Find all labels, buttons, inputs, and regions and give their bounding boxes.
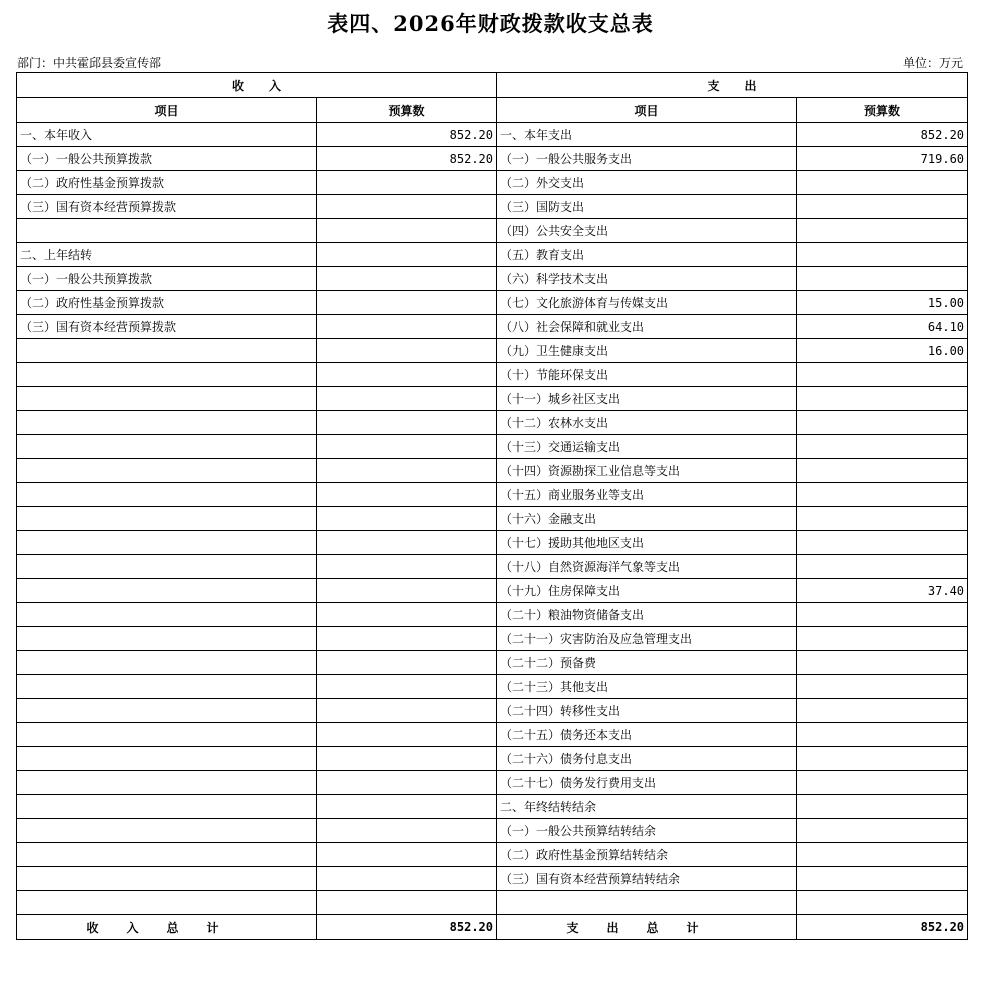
income-item-cell: （二）政府性基金预算拨款: [17, 291, 317, 315]
income-item-cell: [17, 387, 317, 411]
table-row: [17, 363, 968, 387]
expense-budget-cell: [797, 195, 968, 219]
income-item-cell: [17, 603, 317, 627]
income-budget-cell: [317, 195, 497, 219]
table-row: [17, 627, 968, 651]
income-item-cell: [17, 507, 317, 531]
expense-budget-cell: [797, 243, 968, 267]
table-row: [17, 891, 968, 915]
table-row: [17, 459, 968, 483]
expense-item-cell: （二十）粮油物资储备支出: [497, 603, 797, 627]
expense-budget-cell: [797, 843, 968, 867]
total-row: [17, 915, 968, 940]
table-row: [17, 675, 968, 699]
expense-budget-cell: [797, 363, 968, 387]
expense-item-cell: （二十七）债务发行费用支出: [497, 771, 797, 795]
expense-budget-cell: 15.00: [797, 291, 968, 315]
table-row: [17, 267, 968, 291]
income-budget-cell: [317, 531, 497, 555]
expense-budget-cell: [797, 891, 968, 915]
income-item-cell: [17, 747, 317, 771]
expense-budget-cell: [797, 627, 968, 651]
income-budget-cell: [317, 891, 497, 915]
income-budget-header: 预算数: [317, 98, 497, 123]
expense-item-cell: （十）节能环保支出: [497, 363, 797, 387]
income-budget-cell: [317, 363, 497, 387]
expense-budget-cell: [797, 411, 968, 435]
income-item-cell: （一）一般公共预算拨款: [17, 267, 317, 291]
table-row: [17, 771, 968, 795]
income-budget-cell: [317, 387, 497, 411]
table-row: [17, 651, 968, 675]
income-item-cell: [17, 675, 317, 699]
income-item-cell: [17, 339, 317, 363]
table-row: [17, 819, 968, 843]
table-row: [17, 603, 968, 627]
table-row: [17, 291, 968, 315]
income-budget-cell: [317, 267, 497, 291]
expense-item-cell: （十五）商业服务业等支出: [497, 483, 797, 507]
expense-budget-cell: 16.00: [797, 339, 968, 363]
income-item-cell: [17, 411, 317, 435]
expense-budget-cell: [797, 771, 968, 795]
income-budget-cell: [317, 603, 497, 627]
table-row: [17, 387, 968, 411]
expense-budget-cell: [797, 219, 968, 243]
income-budget-cell: [317, 171, 497, 195]
income-budget-cell: 852.20: [317, 147, 497, 171]
income-budget-cell: [317, 435, 497, 459]
income-item-cell: [17, 555, 317, 579]
income-item-cell: [17, 867, 317, 891]
table-row: [17, 747, 968, 771]
expense-budget-cell: 64.10: [797, 315, 968, 339]
income-budget-cell: [317, 411, 497, 435]
expense-item-cell: （十四）资源勘探工业信息等支出: [497, 459, 797, 483]
income-budget-cell: [317, 867, 497, 891]
expense-item-cell: （七）文化旅游体育与传媒支出: [497, 291, 797, 315]
income-section-header: 收 入: [17, 73, 497, 98]
income-item-cell: [17, 795, 317, 819]
expense-item-cell: （十三）交通运输支出: [497, 435, 797, 459]
expense-item-cell: （十九）住房保障支出: [497, 579, 797, 603]
expense-item-cell: （九）卫生健康支出: [497, 339, 797, 363]
table-row: [17, 579, 968, 603]
income-budget-cell: 852.20: [317, 123, 497, 147]
income-budget-cell: [317, 843, 497, 867]
expense-item-cell: （八）社会保障和就业支出: [497, 315, 797, 339]
income-budget-cell: [317, 747, 497, 771]
income-budget-cell: [317, 771, 497, 795]
expense-budget-cell: [797, 819, 968, 843]
expense-total-value: 852.20: [797, 915, 968, 940]
table-row: [17, 339, 968, 363]
expense-section-header: 支 出: [497, 73, 968, 98]
expense-budget-cell: 719.60: [797, 147, 968, 171]
income-item-cell: （三）国有资本经营预算拨款: [17, 315, 317, 339]
expense-budget-cell: [797, 723, 968, 747]
income-budget-cell: [317, 675, 497, 699]
table-row: [17, 531, 968, 555]
income-item-cell: [17, 483, 317, 507]
expense-item-cell: （二十二）预备费: [497, 651, 797, 675]
expense-budget-cell: [797, 435, 968, 459]
expense-budget-cell: [797, 459, 968, 483]
expense-item-cell: （三）国防支出: [497, 195, 797, 219]
income-budget-cell: [317, 507, 497, 531]
income-budget-cell: [317, 723, 497, 747]
table-row: [17, 171, 968, 195]
income-budget-cell: [317, 483, 497, 507]
income-item-cell: [17, 363, 317, 387]
expense-item-cell: （二十一）灾害防治及应急管理支出: [497, 627, 797, 651]
expense-budget-cell: [797, 747, 968, 771]
expense-budget-header: 预算数: [797, 98, 968, 123]
income-item-cell: [17, 651, 317, 675]
expense-item-header: 项目: [497, 98, 797, 123]
page-title: 表四、2026年财政拨款收支总表: [327, 11, 654, 36]
expense-budget-cell: [797, 267, 968, 291]
expense-item-cell: （四）公共安全支出: [497, 219, 797, 243]
table-row: [17, 123, 968, 147]
expense-item-cell: （二）政府性基金预算结转结余: [497, 843, 797, 867]
income-item-cell: [17, 891, 317, 915]
income-budget-cell: [317, 555, 497, 579]
budget-table: [16, 72, 968, 940]
expense-item-cell: （五）教育支出: [497, 243, 797, 267]
table-row: [17, 723, 968, 747]
expense-budget-cell: [797, 483, 968, 507]
income-item-cell: [17, 699, 317, 723]
section-header-row: [17, 73, 968, 98]
income-budget-cell: [317, 795, 497, 819]
income-budget-cell: [317, 651, 497, 675]
income-item-cell: [17, 723, 317, 747]
income-item-cell: （三）国有资本经营预算拨款: [17, 195, 317, 219]
table-row: [17, 435, 968, 459]
expense-budget-cell: [797, 675, 968, 699]
expense-budget-cell: [797, 795, 968, 819]
expense-item-cell: [497, 891, 797, 915]
expense-budget-cell: [797, 555, 968, 579]
expense-item-cell: （六）科学技术支出: [497, 267, 797, 291]
column-header-row: [17, 98, 968, 123]
expense-item-cell: （十八）自然资源海洋气象等支出: [497, 555, 797, 579]
expense-budget-cell: [797, 387, 968, 411]
expense-item-cell: （二十三）其他支出: [497, 675, 797, 699]
expense-item-cell: （二十四）转移性支出: [497, 699, 797, 723]
income-budget-cell: [317, 243, 497, 267]
income-item-cell: （二）政府性基金预算拨款: [17, 171, 317, 195]
expense-budget-cell: [797, 507, 968, 531]
income-budget-cell: [317, 219, 497, 243]
table-row: [17, 147, 968, 171]
income-item-cell: [17, 219, 317, 243]
expense-item-cell: （二十六）债务付息支出: [497, 747, 797, 771]
income-budget-cell: [317, 627, 497, 651]
income-budget-cell: [317, 819, 497, 843]
expense-budget-cell: [797, 531, 968, 555]
expense-budget-cell: [797, 699, 968, 723]
expense-item-cell: （十六）金融支出: [497, 507, 797, 531]
income-item-cell: （一）一般公共预算拨款: [17, 147, 317, 171]
expense-total-label: 支出总计: [497, 915, 797, 940]
expense-budget-cell: 852.20: [797, 123, 968, 147]
income-budget-cell: [317, 291, 497, 315]
income-item-cell: [17, 819, 317, 843]
expense-item-cell: （十二）农林水支出: [497, 411, 797, 435]
income-total-label: 收入总计: [17, 915, 317, 940]
income-budget-cell: [317, 339, 497, 363]
unit-label: 单位：万元: [902, 56, 963, 70]
income-item-cell: [17, 843, 317, 867]
expense-item-cell: （三）国有资本经营预算结转结余: [497, 867, 797, 891]
income-total-value: 852.20: [317, 915, 497, 940]
expense-item-cell: 一、本年支出: [497, 123, 797, 147]
expense-item-cell: 二、年终结转结余: [497, 795, 797, 819]
income-budget-cell: [317, 315, 497, 339]
department-label: 部门：中共霍邱县委宣传部: [17, 56, 162, 70]
table-row: [17, 411, 968, 435]
table-row: [17, 243, 968, 267]
expense-item-cell: （一）一般公共预算结转结余: [497, 819, 797, 843]
income-item-cell: [17, 435, 317, 459]
income-budget-cell: [317, 459, 497, 483]
income-item-cell: [17, 579, 317, 603]
table-row: [17, 867, 968, 891]
table-row: [17, 315, 968, 339]
expense-budget-cell: [797, 651, 968, 675]
table-row: [17, 555, 968, 579]
income-item-cell: [17, 459, 317, 483]
income-item-cell: [17, 531, 317, 555]
expense-item-cell: （十七）援助其他地区支出: [497, 531, 797, 555]
income-item-cell: [17, 627, 317, 651]
table-row: [17, 843, 968, 867]
table-row: [17, 219, 968, 243]
income-item-header: 项目: [17, 98, 317, 123]
table-row: [17, 795, 968, 819]
table-row: [17, 507, 968, 531]
expense-item-cell: （二十五）债务还本支出: [497, 723, 797, 747]
expense-budget-cell: [797, 867, 968, 891]
expense-item-cell: （十一）城乡社区支出: [497, 387, 797, 411]
expense-budget-cell: [797, 171, 968, 195]
income-budget-cell: [317, 579, 497, 603]
expense-budget-cell: 37.40: [797, 579, 968, 603]
expense-budget-cell: [797, 603, 968, 627]
table-row: [17, 195, 968, 219]
income-item-cell: [17, 771, 317, 795]
expense-item-cell: （一）一般公共服务支出: [497, 147, 797, 171]
income-item-cell: 二、上年结转: [17, 243, 317, 267]
expense-item-cell: （二）外交支出: [497, 171, 797, 195]
income-item-cell: 一、本年收入: [17, 123, 317, 147]
table-row: [17, 483, 968, 507]
table-row: [17, 699, 968, 723]
income-budget-cell: [317, 699, 497, 723]
